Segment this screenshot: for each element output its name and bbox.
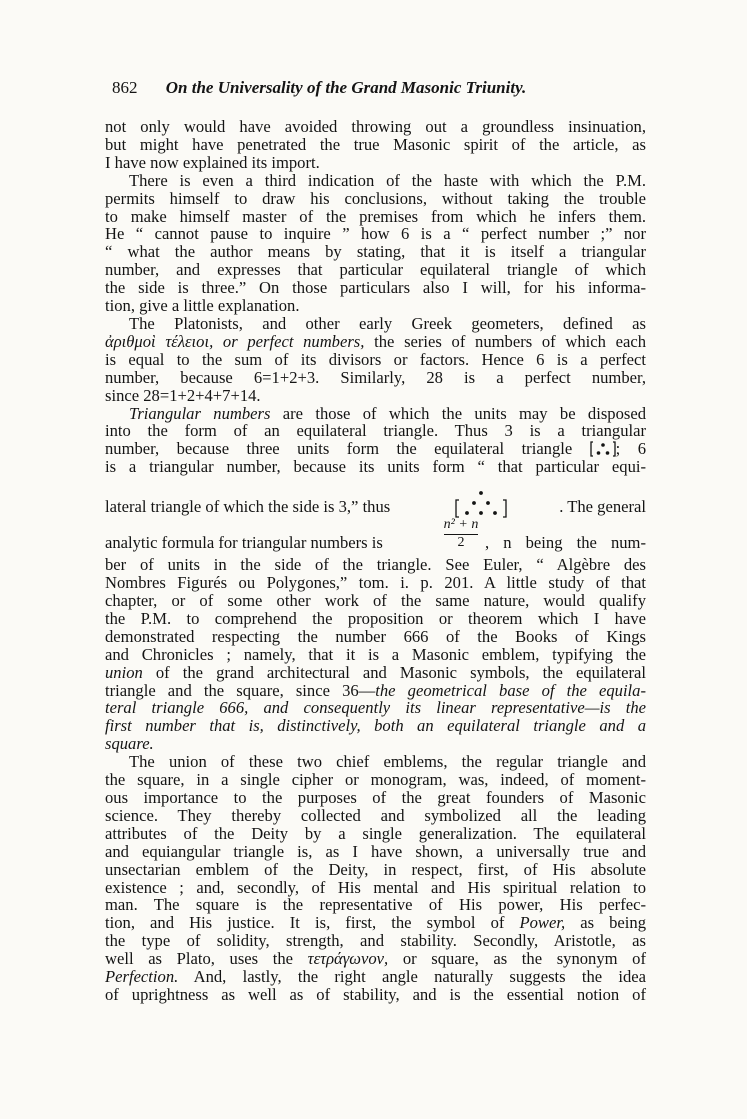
text-line: number, and expresses that particular equilateral triangle of which	[105, 260, 646, 280]
text-line	[105, 699, 646, 717]
italic-phrase: first number that is, distinctively, both an equilateral triangle and a	[105, 716, 646, 736]
text-fragment: tion, and His justice. It is, first, the symbol of	[105, 913, 505, 933]
text-line: There is even a third indication of the haste with which the P.M.	[129, 170, 646, 190]
six-dot-triangle-figure	[455, 490, 507, 518]
text-line: is equal to the sum of its divisors or factors. Hence 6 is a perfect	[105, 349, 646, 369]
text-line: is a triangular number, because its units form “ that particular equi-	[105, 457, 646, 477]
text-line: the P.M. to comprehend the proposition or theorem which I have	[105, 608, 646, 628]
italic-phrase: the geometrical base of the equila-	[375, 680, 646, 700]
formula-numerator: n² + n	[443, 517, 479, 533]
text-line	[105, 735, 646, 753]
paragraph-5	[105, 753, 646, 1004]
text-line: since 28=1+2+4+7+14.	[105, 385, 261, 405]
text-line: not only would have avoided throwing out a groundless insinuation,	[105, 117, 646, 136]
text-fragment: triangle and the square, since 36—	[105, 680, 376, 700]
italic-phrase: teral triangle 666, and consequently its linear representative—is the	[105, 698, 646, 718]
text-line: and Chronicles ; namely, that it is a Masonic emblem, typifying the	[105, 644, 646, 664]
formula-denominator: 2	[457, 535, 465, 551]
triangular-number-formula	[442, 518, 480, 550]
text-fragment: or square, as the synonym of	[402, 949, 647, 969]
page-number: 862	[112, 78, 138, 97]
italic-term: Power,	[519, 913, 566, 933]
text-line	[105, 682, 646, 700]
text-line: and equiangular triangle is, as I have shown, a universally true and	[105, 841, 646, 861]
text-fragment: are those of which the units may be disposed	[282, 403, 646, 423]
text-fragment: lateral triangle of which the side is 3,” thus	[105, 497, 391, 517]
running-title: On the Universality of the Grand Masonic Triunity.	[165, 78, 527, 97]
text-fragment: ; 6	[615, 439, 646, 459]
text-line: ous importance to the purposes of the great founders of Masonic	[105, 788, 646, 807]
text-line: the square, in a single cipher or monogram, was, indeed, of moment-	[105, 770, 646, 790]
running-header	[112, 78, 622, 98]
text-fragment: , n being the num-	[485, 533, 646, 553]
body-text	[105, 118, 646, 1004]
paragraph-1	[105, 118, 646, 172]
text-line: of uprightness as well as of stability, and is the essential notion of	[105, 984, 646, 1004]
italic-phrase: square.	[105, 734, 154, 754]
text-line: number, because 6=1+2+3. Similarly, 28 is a perfect number,	[105, 367, 646, 387]
paragraph-2	[105, 172, 646, 315]
text-line: the type of solidity, strength, and stability. Secondly, Aristotle, as	[105, 931, 646, 951]
text-line: ber of units in the side of the triangle. See Euler, “ Algèbre des	[105, 555, 646, 575]
text-line	[105, 405, 646, 423]
text-fragment: well as Plato, uses the	[105, 949, 294, 969]
text-fragment: number, because three units form the equilateral triangle	[105, 439, 573, 459]
text-line: existence ; and, secondly, of His mental and His spiritual relation to	[105, 877, 646, 897]
text-line: unsectarian emblem of the Deity, in respect, first, of His absolute	[105, 859, 646, 879]
text-fragment: analytic formula for triangular numbers is	[105, 533, 383, 553]
text-line	[105, 717, 646, 735]
greek-word: τετράγωνον,	[307, 949, 389, 969]
text-line	[105, 950, 646, 968]
text-line	[105, 333, 646, 351]
text-line: “ what the author means by stating, that it is itself a triangular	[105, 242, 646, 262]
italic-term: or perfect numbers,	[222, 331, 365, 351]
text-line: demonstrated respecting the number 666 of the Books of Kings	[105, 626, 646, 646]
text-line: Nombres Figurés ou Polygones,” tom. i. p. 201. A little study of that	[105, 573, 646, 593]
text-line: the side is three.” On those particulars also I will, for his informa-	[105, 278, 646, 298]
text-line: The union of these two chief emblems, the regular triangle and	[129, 752, 646, 772]
text-fragment: the series of numbers of which each	[374, 331, 646, 351]
text-line: to make himself master of the premises from which he infers them.	[105, 206, 646, 226]
greek-phrase: ἀριθμοὶ τέλειοι,	[105, 331, 214, 351]
text-fragment: . The general	[559, 497, 646, 517]
italic-term: Perfection.	[105, 967, 179, 987]
text-line: The Platonists, and other early Greek geometers, defined as	[129, 313, 646, 333]
formula-line	[105, 517, 646, 556]
text-line	[105, 664, 646, 682]
text-line: chapter, or of some other work of the same nature, would qualify	[105, 591, 646, 611]
text-line	[105, 914, 646, 932]
text-line: permits himself to draw his conclusions, without taking the trouble	[105, 188, 646, 208]
paragraph-4	[105, 405, 646, 754]
text-line: tion, give a little explanation.	[105, 296, 300, 316]
text-line	[105, 968, 646, 986]
three-dot-triangle-figure	[590, 440, 616, 458]
text-fragment: as being	[580, 913, 646, 933]
text-fragment: And, lastly, the right angle naturally suggests the idea	[193, 967, 647, 987]
text-line: into the form of an equilateral triangle. Thus 3 is a triangular	[105, 421, 646, 441]
text-fragment: of the grand architectural and Masonic symbols, the equilateral	[155, 662, 646, 682]
text-line: science. They thereby collected and symbolized all the leading	[105, 805, 646, 825]
figure-line	[105, 490, 646, 520]
text-line: but might have penetrated the true Masonic spirit of the article, as	[105, 134, 646, 154]
text-line: man. The square is the representative of His power, His perfec-	[105, 895, 646, 915]
italic-term: Triangular numbers	[129, 403, 271, 423]
paragraph-3	[105, 315, 646, 405]
text-line: attributes of the Deity by a single generalization. The equilateral	[105, 823, 646, 843]
text-line: I have now explained its import.	[105, 152, 320, 172]
text-line: He “ cannot pause to inquire ” how 6 is a “ perfect number ;” nor	[105, 224, 646, 244]
italic-term: union	[105, 662, 143, 682]
text-line	[105, 440, 646, 458]
